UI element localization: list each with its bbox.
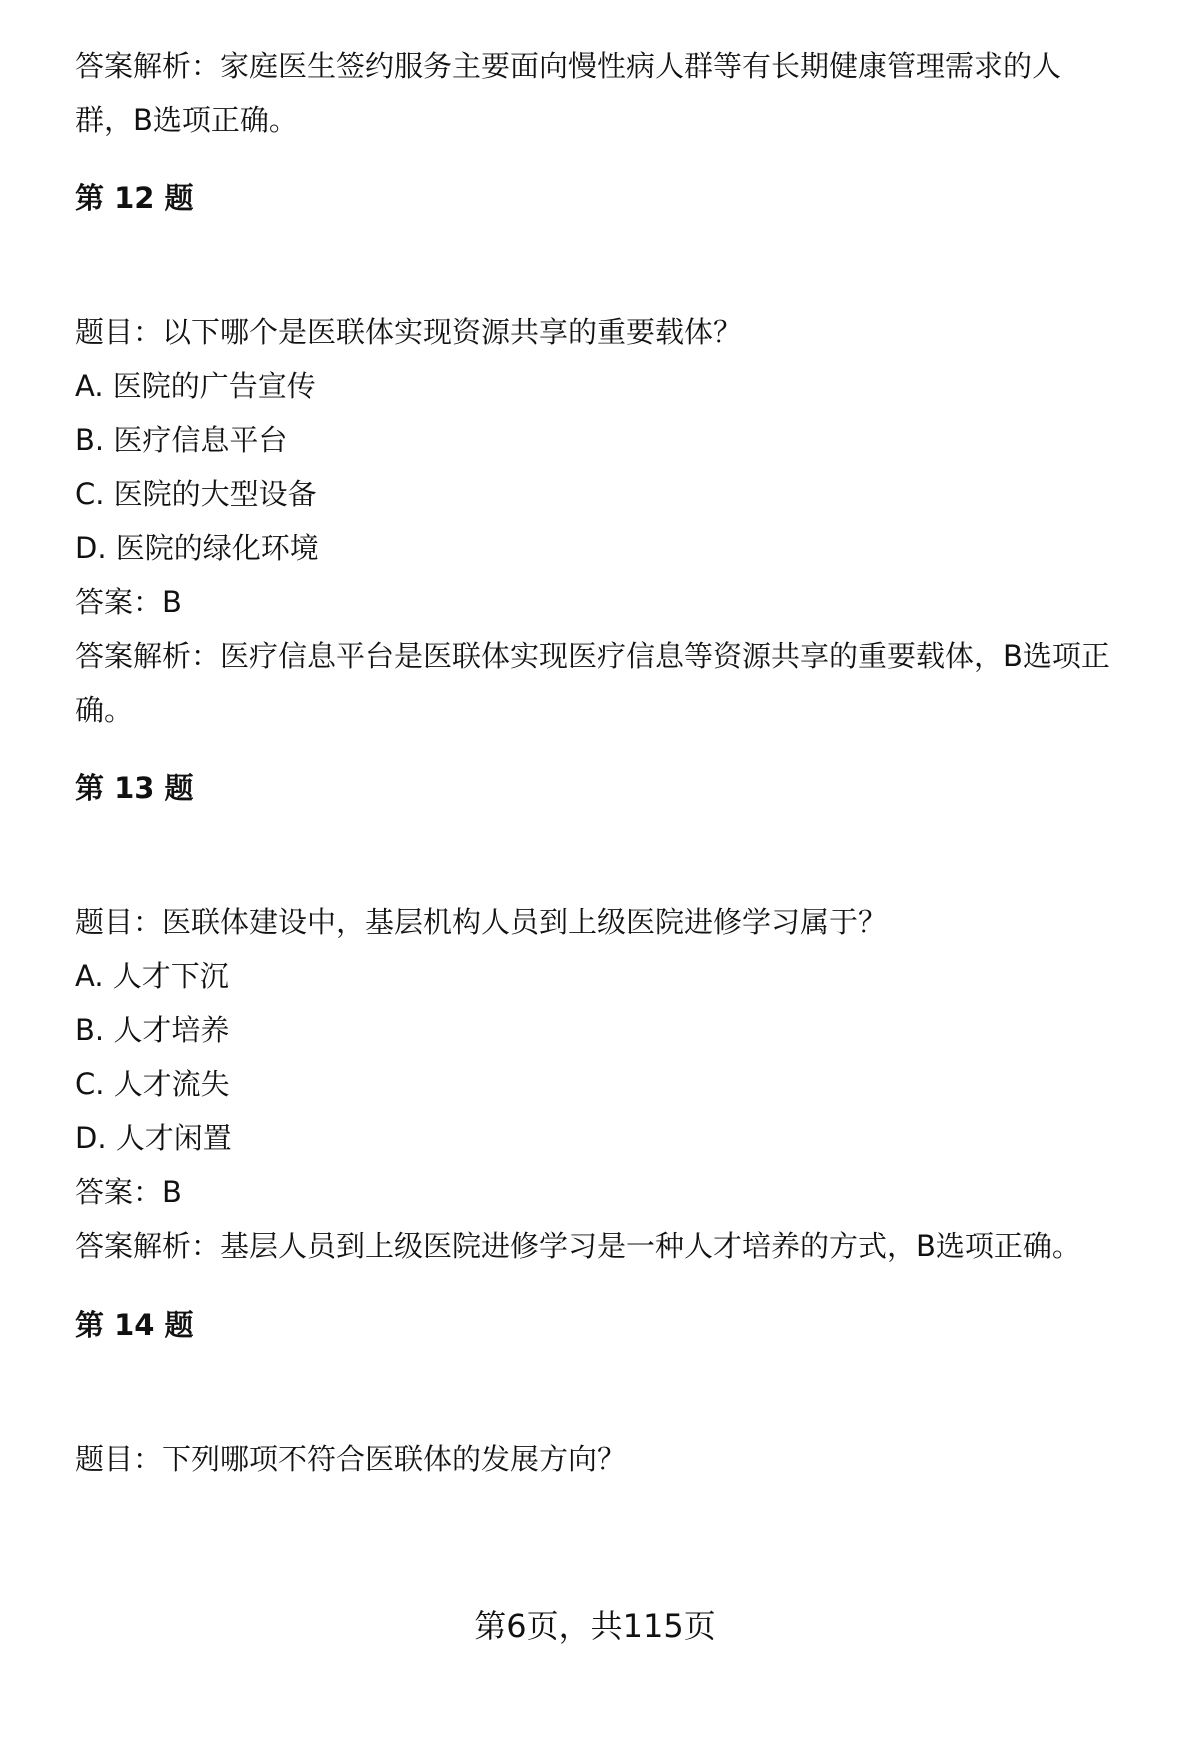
option-d: D. 医院的绿化环境 <box>75 531 319 565</box>
option-a: A. 人才下沉 <box>75 959 229 993</box>
question-stem: 题目：下列哪项不符合医联体的发展方向？ <box>75 1442 627 1476</box>
page-indicator: 第6页，共115页 <box>474 1607 716 1645</box>
explanation-text-continued: 确。 <box>75 693 134 727</box>
question-heading: 第 13 题 <box>75 771 194 805</box>
option-b: B. 医疗信息平台 <box>75 423 288 457</box>
answer-text: 答案：B <box>75 585 182 619</box>
option-b: B. 人才培养 <box>75 1013 230 1047</box>
option-d: D. 人才闲置 <box>75 1121 232 1155</box>
option-c: C. 医院的大型设备 <box>75 477 317 511</box>
answer-text: 答案：B <box>75 1175 182 1209</box>
explanation-text: 答案解析：家庭医生签约服务主要面向慢性病人群等有长期健康管理需求的人 <box>75 49 1062 83</box>
explanation-text-continued: 群，B选项正确。 <box>75 103 298 137</box>
question-heading: 第 12 题 <box>75 181 194 215</box>
option-c: C. 人才流失 <box>75 1067 230 1101</box>
question-stem: 题目：医联体建设中，基层机构人员到上级医院进修学习属于？ <box>75 905 888 939</box>
option-a: A. 医院的广告宣传 <box>75 369 316 403</box>
question-stem: 题目：以下哪个是医联体实现资源共享的重要载体？ <box>75 315 743 349</box>
question-heading: 第 14 题 <box>75 1308 194 1342</box>
explanation-text: 答案解析：基层人员到上级医院进修学习是一种人才培养的方式，B选项正确。 <box>75 1229 1081 1263</box>
explanation-text: 答案解析：医疗信息平台是医联体实现医疗信息等资源共享的重要载体，B选项正 <box>75 639 1110 673</box>
